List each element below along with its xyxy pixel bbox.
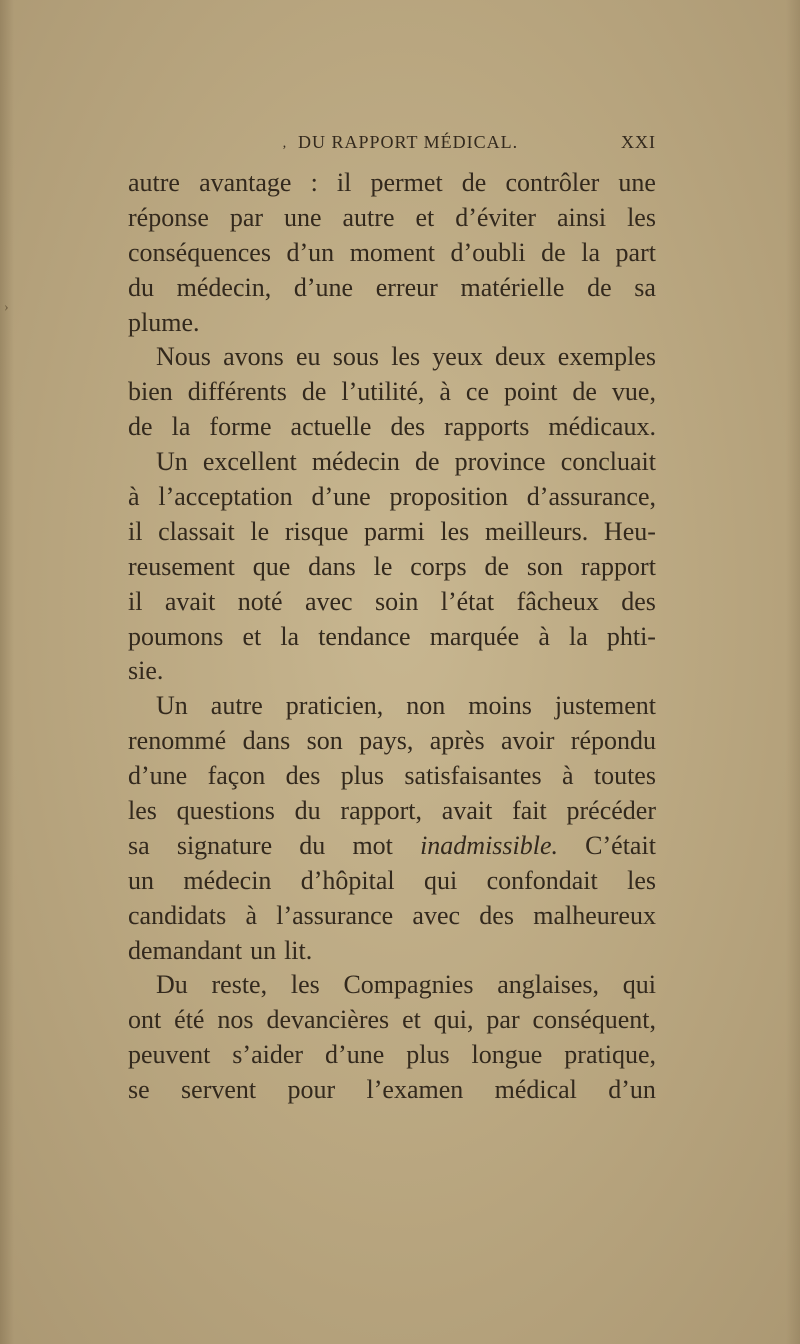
word: de	[587, 272, 612, 302]
body-text	[128, 166, 656, 1108]
word: son	[526, 551, 563, 581]
word: excellent	[202, 447, 297, 477]
word: marquée	[429, 621, 520, 651]
word: différents	[187, 377, 287, 407]
text-line	[128, 410, 656, 445]
word: la	[568, 621, 588, 651]
word: le	[250, 516, 270, 546]
word: anglaises,	[497, 970, 600, 1000]
word: des	[390, 412, 426, 442]
word: il	[128, 586, 143, 616]
word: du	[299, 830, 326, 860]
word: de	[572, 377, 597, 407]
text-line	[128, 899, 656, 934]
word: corps	[410, 551, 467, 581]
word: soin	[375, 586, 419, 616]
word: des	[479, 900, 514, 930]
running-head-mark: ‚	[282, 136, 288, 151]
text-line	[128, 375, 656, 410]
text-line	[128, 271, 656, 306]
word: ainsi	[557, 202, 607, 232]
word: forme	[209, 412, 272, 442]
word: l’examen	[366, 1075, 464, 1105]
word: s’aider	[232, 1040, 304, 1070]
word: avantage	[199, 168, 292, 197]
word: à	[439, 377, 451, 407]
text-line	[128, 201, 656, 236]
word: avait	[441, 796, 493, 826]
word: ce	[465, 377, 489, 407]
word: qui	[622, 970, 656, 1000]
word: autre	[210, 691, 263, 721]
text-line	[128, 340, 656, 375]
running-head	[128, 128, 656, 160]
word: l’acceptation	[158, 482, 293, 512]
word: il	[128, 516, 143, 546]
word: à	[245, 900, 257, 930]
word: poumons	[128, 621, 224, 651]
word: pratique,	[564, 1040, 656, 1070]
text-line	[128, 166, 656, 201]
word: plume.	[128, 307, 200, 337]
word: les	[627, 202, 656, 232]
word: façon	[207, 761, 266, 791]
text-line	[128, 515, 656, 550]
word: le	[373, 551, 393, 581]
word: les	[440, 516, 470, 546]
word: médical	[494, 1075, 577, 1105]
text-line	[128, 829, 656, 864]
word: lit.	[284, 935, 313, 965]
text-line	[128, 1073, 656, 1108]
word: rapport,	[340, 796, 423, 826]
word: d’une	[325, 1040, 385, 1070]
word: à	[538, 621, 550, 651]
word: d’une	[311, 482, 371, 512]
word: Un	[156, 447, 188, 477]
word: qui,	[433, 1005, 474, 1035]
word: plus	[340, 761, 385, 791]
text-line	[128, 654, 656, 689]
word: phti-	[606, 621, 656, 651]
word: d’une	[293, 272, 354, 302]
word: à	[561, 761, 574, 791]
word: du	[294, 796, 321, 826]
word: fait	[512, 796, 547, 826]
word: médecin,	[176, 272, 272, 302]
word: longue	[471, 1040, 543, 1070]
word: l’état	[440, 586, 495, 616]
word: la	[581, 237, 600, 267]
word: bien	[128, 377, 173, 407]
word: des	[621, 586, 656, 616]
word: actuelle	[290, 412, 372, 442]
word: les	[128, 796, 157, 826]
word: son	[306, 726, 343, 756]
text-line	[128, 864, 656, 899]
word: erreur	[375, 272, 438, 302]
word: que	[252, 551, 291, 581]
word: matérielle	[460, 272, 565, 302]
word: d’assurance,	[526, 482, 656, 512]
word: de	[301, 377, 327, 407]
word: noté	[237, 586, 283, 616]
word: C’était	[585, 830, 656, 860]
word: tendance	[318, 621, 411, 651]
word: médecin	[183, 865, 272, 895]
word: concluait	[560, 447, 656, 477]
text-line	[128, 689, 656, 724]
word: une	[284, 202, 322, 232]
word: conséquent,	[532, 1005, 656, 1035]
text-line	[128, 236, 656, 271]
word: exemples	[557, 342, 656, 372]
word: été	[174, 1005, 205, 1035]
word: confondait	[486, 865, 598, 895]
word: yeux	[432, 342, 483, 372]
word: mot	[352, 830, 393, 860]
word: par	[486, 1005, 520, 1035]
word: médecin	[311, 447, 400, 477]
word: se	[128, 1075, 150, 1105]
italic-word: inadmissible.	[420, 830, 559, 860]
word: meilleurs.	[484, 516, 589, 546]
word: qui	[423, 865, 458, 895]
word: et	[242, 621, 262, 651]
word: malheureux	[533, 900, 656, 930]
word: Compagnies	[343, 970, 474, 1000]
word: une	[618, 168, 656, 197]
word: ont	[128, 1005, 162, 1035]
word: non	[406, 691, 446, 721]
word: des	[285, 761, 321, 791]
text-line	[128, 1038, 656, 1073]
page-number: XXI	[621, 132, 656, 152]
word: d’oubli	[450, 237, 526, 267]
word: d’une	[128, 761, 188, 791]
text-line	[128, 480, 656, 515]
word: risque	[284, 516, 349, 546]
word: Heu-	[603, 516, 656, 546]
word: reste,	[211, 970, 268, 1000]
word: reusement	[128, 551, 235, 581]
word: Nous	[156, 342, 211, 372]
word: parmi	[364, 516, 425, 546]
word: d’hôpital	[300, 865, 395, 895]
word: Du	[156, 970, 188, 1000]
word: la	[280, 621, 300, 651]
text-line	[128, 1003, 656, 1038]
word: permet	[370, 168, 443, 197]
word: classait	[158, 516, 235, 546]
word: de	[461, 168, 487, 197]
word: sa	[128, 830, 150, 860]
word: sie.	[128, 656, 164, 686]
word: eu	[295, 342, 321, 372]
text-line	[128, 934, 656, 969]
word: questions	[176, 796, 275, 826]
word: et	[402, 1005, 421, 1035]
word: de	[541, 237, 566, 267]
word: deux	[495, 342, 546, 372]
word: servent	[181, 1075, 257, 1105]
word: fâcheux	[516, 586, 599, 616]
text-line	[128, 445, 656, 480]
word: de	[484, 551, 509, 581]
text-line	[128, 794, 656, 829]
word: d’éviter	[455, 202, 537, 232]
word: satisfaisantes	[404, 761, 542, 791]
margin-mark: ›	[4, 300, 9, 315]
word: médicaux.	[548, 412, 656, 442]
word: nos	[217, 1005, 254, 1035]
word: un	[250, 935, 277, 965]
word: l’utilité,	[341, 377, 425, 407]
word: :	[310, 168, 318, 197]
word: conséquences	[128, 237, 271, 267]
word: avoir	[500, 726, 555, 756]
word: pour	[287, 1075, 336, 1105]
word: part	[615, 237, 656, 267]
word: il	[336, 168, 352, 197]
word: autre	[342, 202, 395, 232]
word: avons	[223, 342, 284, 372]
word: autre	[128, 168, 180, 197]
text-line	[128, 306, 656, 341]
word: les	[290, 970, 320, 1000]
word: d’un	[286, 237, 335, 267]
text-line	[128, 585, 656, 620]
text-line	[128, 550, 656, 585]
word: praticien,	[285, 691, 384, 721]
word: candidats	[128, 900, 227, 930]
word: à	[128, 482, 140, 512]
word: réponse	[128, 202, 209, 232]
word: avec	[412, 900, 461, 930]
word: de	[128, 412, 153, 442]
word: dans	[308, 551, 356, 581]
word: sous	[332, 342, 379, 372]
word: de	[414, 447, 440, 477]
word: pays,	[359, 726, 414, 756]
word: rapports	[444, 412, 530, 442]
word: un	[128, 865, 154, 895]
word: moment	[349, 237, 435, 267]
word: province	[454, 447, 546, 477]
word: toutes	[593, 761, 656, 791]
word: avec	[304, 586, 353, 616]
word: demandant	[128, 935, 243, 965]
text-line	[128, 620, 656, 655]
word: dans	[242, 726, 291, 756]
word: justement	[554, 691, 656, 721]
text-line	[128, 724, 656, 759]
word: contrôler	[505, 168, 600, 197]
text-line	[128, 759, 656, 794]
word: du	[128, 272, 154, 302]
word: les	[391, 342, 421, 372]
word: rapport	[580, 551, 656, 581]
word: d’un	[608, 1075, 656, 1105]
word: renommé	[128, 726, 227, 756]
text-line	[128, 968, 656, 1003]
word: moins	[468, 691, 532, 721]
word: signature	[176, 830, 273, 860]
running-head-title: DU RAPPORT MÉDICAL.	[298, 132, 519, 152]
word: devancières	[266, 1005, 390, 1035]
word: avait	[164, 586, 216, 616]
word: l’assurance	[276, 900, 394, 930]
word: Un	[156, 691, 188, 721]
word: après	[429, 726, 485, 756]
word: les	[627, 865, 656, 895]
word: proposition	[389, 482, 508, 512]
word: par	[229, 202, 264, 232]
word: point	[503, 377, 558, 407]
word: plus	[406, 1040, 450, 1070]
word: répondu	[570, 726, 656, 756]
word: précéder	[566, 796, 656, 826]
word: la	[171, 412, 191, 442]
word: peuvent	[128, 1040, 211, 1070]
word: et	[415, 202, 435, 232]
word: vue,	[611, 377, 656, 407]
word: sa	[634, 272, 656, 302]
